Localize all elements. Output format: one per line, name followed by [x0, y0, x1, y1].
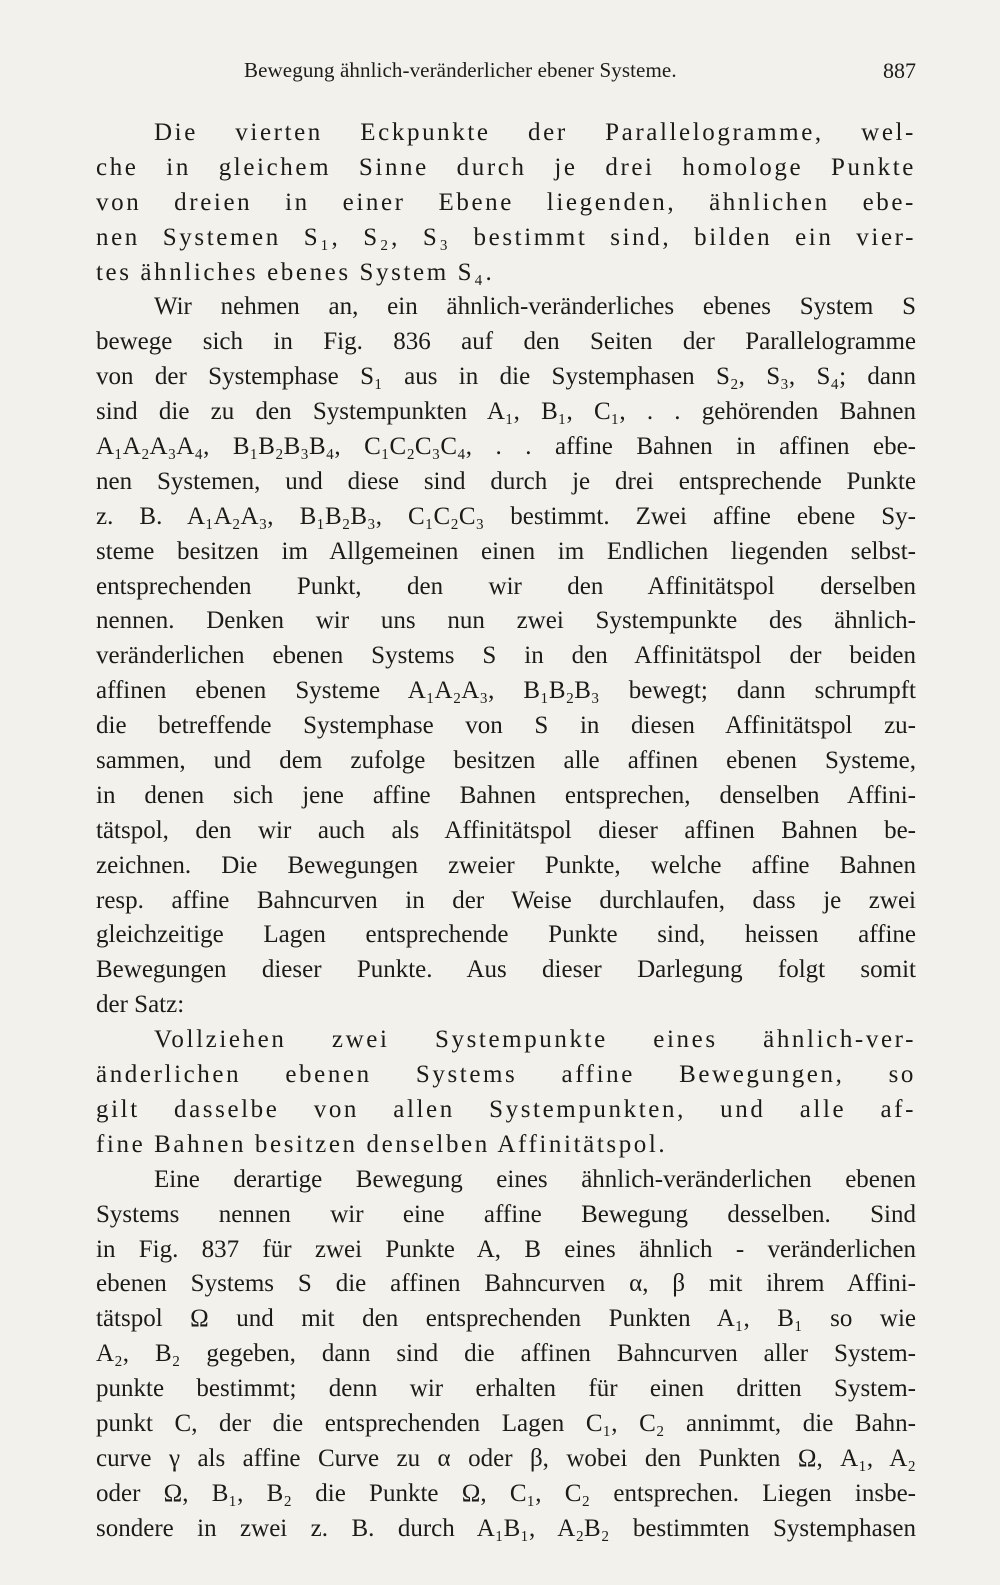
text-line: von der Systemphase S₁ aus in die Systemphasen S₂, S₃, S₄; dann	[96, 363, 916, 391]
text-line: in denen sich jene affine Bahnen entsprechen, denselben Affini-	[96, 781, 916, 809]
text-line: sammen, und dem zufolge besitzen alle affinen ebenen Systeme,	[96, 747, 916, 775]
text-line: tätspol, den wir auch als Affinitätspol dieser affinen Bahnen be-	[96, 816, 916, 844]
text-line: ebenen Systems S die affinen Bahncurven α, β mit ihrem Affini-	[96, 1270, 916, 1298]
running-title: Bewegung ähnlich-veränderlicher ebener Systeme.	[244, 58, 677, 82]
text-line: steme besitzen im Allgemeinen einen im Endlichen liegenden selbst-	[96, 537, 916, 565]
text-line: punkte bestimmt; denn wir erhalten für einen dritten System-	[96, 1375, 916, 1403]
text-line: nen Systemen, und diese sind durch je drei entsprechende Punkte	[96, 467, 916, 495]
text-line: A₁A₂A₃A₄, B₁B₂B₃B₄, C₁C₂C₃C₄, . . affine Bahnen in affinen ebe-	[96, 433, 916, 461]
text-line: tes ähnliches ebenes System S₄.	[96, 258, 495, 286]
text-line: sondere in zwei z. B. durch A₁B₁, A₂B₂ bestimmten Systemphasen	[96, 1514, 916, 1542]
text-line: z. B. A₁A₂A₃, B₁B₂B₃, C₁C₂C₃ bestimmt. Zwei affine ebene Sy-	[96, 502, 916, 530]
text-line: punkt C, der die entsprechenden Lagen C₁, C₂ annimmt, die Bahn-	[96, 1409, 916, 1437]
text-line: oder Ω, B₁, B₂ die Punkte Ω, C₁, C₂ entsprechen. Liegen insbe-	[96, 1479, 916, 1507]
text-line: Die vierten Eckpunkte der Parallelogramme, wel-	[154, 119, 916, 146]
text-line: affinen ebenen Systeme A₁A₂A₃, B₁B₂B₃ bewegt; dann schrumpft	[96, 677, 916, 705]
text-line: Bewegungen dieser Punkte. Aus dieser Darlegung folgt somit	[96, 956, 916, 984]
text-line: gilt dasselbe von allen Systempunkten, und alle af-	[96, 1095, 916, 1123]
text-line: veränderlichen ebenen Systems S in den Affinitätspol der beiden	[96, 642, 916, 670]
page-number: 887	[883, 58, 916, 83]
text-line: resp. affine Bahncurven in der Weise durchlaufen, dass je zwei	[96, 886, 916, 914]
text-line: tätspol Ω und mit den entsprechenden Punkten A₁, B₁ so wie	[96, 1305, 916, 1333]
text-line: Systems nennen wir eine affine Bewegung desselben. Sind	[96, 1200, 916, 1228]
text-line: entsprechenden Punkt, den wir den Affinitätspol derselben	[96, 572, 916, 600]
text-line: änderlichen ebenen Systems affine Bewegungen, so	[96, 1061, 916, 1089]
text-line: Vollziehen zwei Systempunkte eines ähnlich-ver-	[154, 1026, 916, 1054]
text-line: curve γ als affine Curve zu α oder β, wobei den Punkten Ω, A₁, A₂	[96, 1444, 916, 1472]
text-line: Eine derartige Bewegung eines ähnlich-veränderlichen ebenen	[154, 1165, 916, 1193]
text-line: A₂, B₂ gegeben, dann sind die affinen Bahncurven aller System-	[96, 1340, 916, 1368]
text-line: von dreien in einer Ebene liegenden, ähnlichen ebe-	[96, 188, 916, 216]
text-line: sind die zu den Systempunkten A₁, B₁, C₁, . . gehörenden Bahnen	[96, 398, 916, 426]
text-line: die betreffende Systemphase von S in diesen Affinitätspol zu-	[96, 712, 916, 740]
text-line: der Satz:	[96, 991, 185, 1019]
text-line: in Fig. 837 für zwei Punkte A, B eines ähnlich - veränderlichen	[96, 1235, 916, 1263]
text-line: zeichnen. Die Bewegungen zweier Punkte, welche affine Bahnen	[96, 851, 916, 879]
text-line: bewege sich in Fig. 836 auf den Seiten der Parallelogramme	[96, 328, 916, 356]
text-line: nennen. Denken wir uns nun zwei Systempunkte des ähnlich-	[96, 607, 916, 635]
body-text	[96, 116, 916, 1547]
page-header	[96, 58, 916, 90]
text-line: che in gleichem Sinne durch je drei homologe Punkte	[96, 153, 916, 181]
text-line: Wir nehmen an, ein ähnlich-veränderliches ebenes System S	[154, 293, 916, 321]
text-line: fine Bahnen besitzen denselben Affinitätspol.	[96, 1130, 668, 1158]
text-line: gleichzeitige Lagen entsprechende Punkte sind, heissen affine	[96, 921, 916, 949]
text-line: nen Systemen S₁, S₂, S₃ bestimmt sind, bilden ein vier-	[96, 223, 916, 251]
